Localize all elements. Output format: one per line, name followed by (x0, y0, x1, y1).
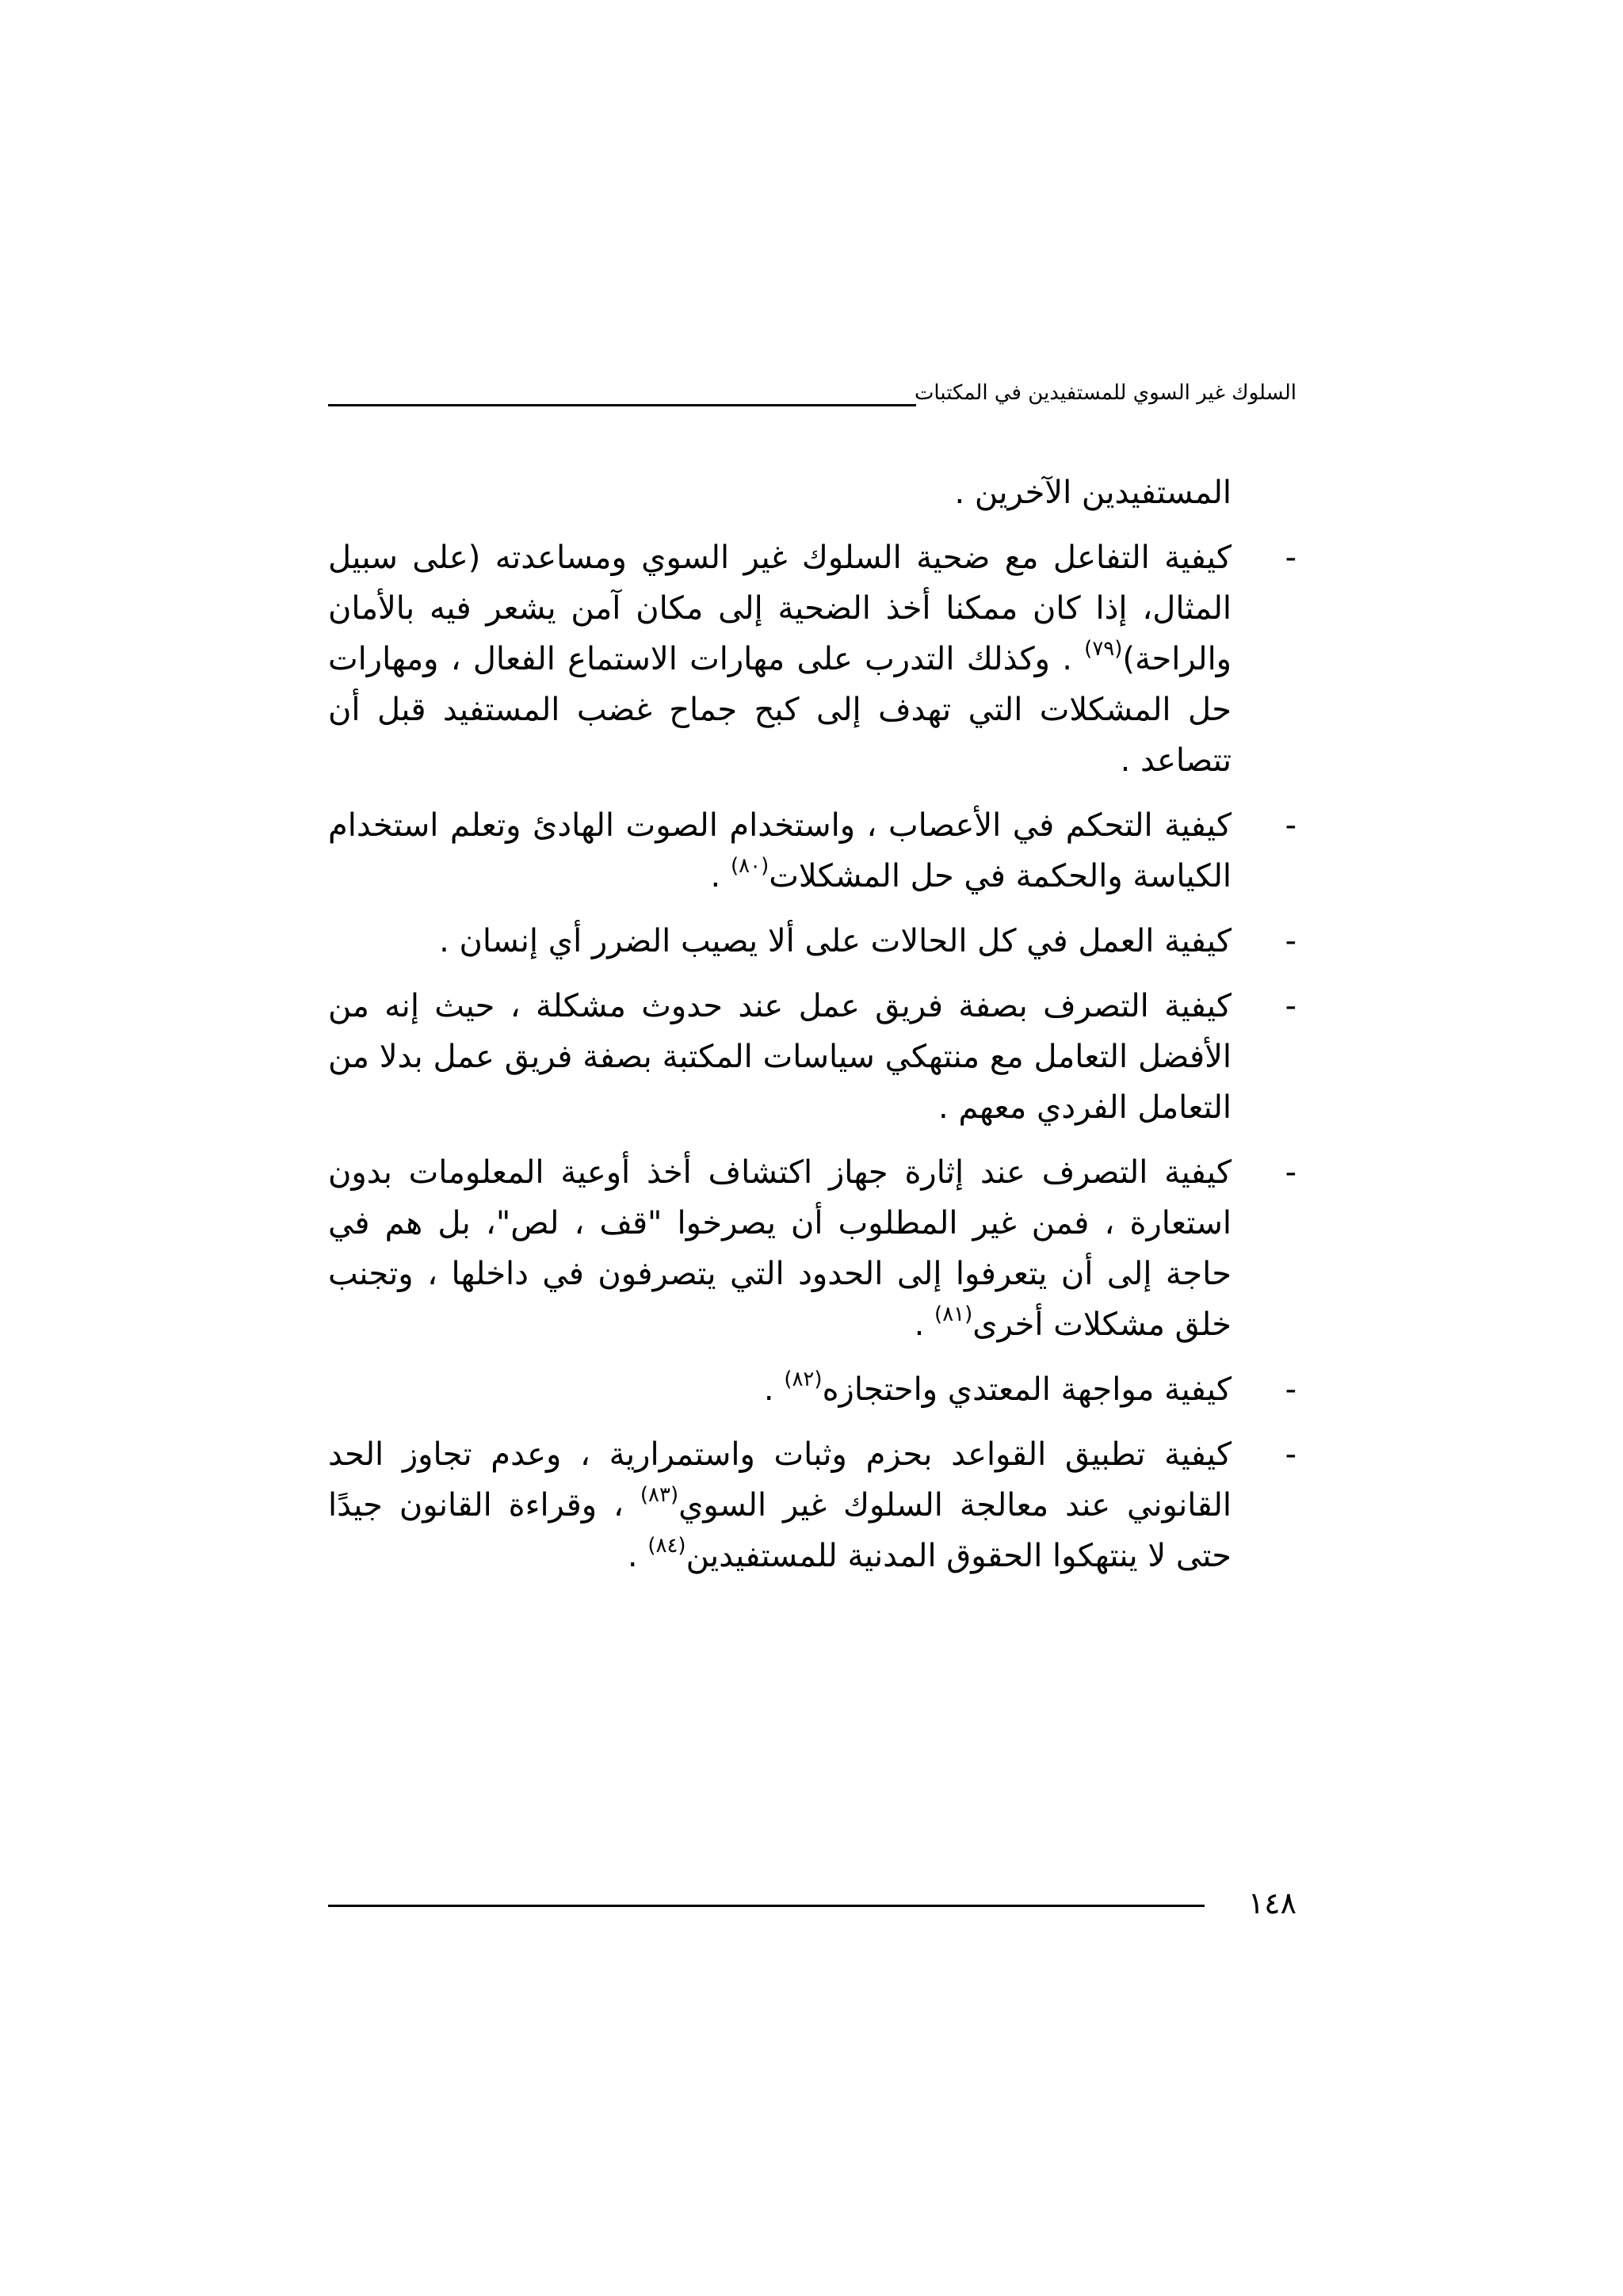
item-text-tail: . وكذلك التدرب على مهارات الاستماع الفعال ، ومهارات حل المشكلات التي تهدف إلى كبح جماح غضب المستفيد قبل أن تتصاعد . (328, 641, 1232, 779)
lead-paragraph: المستفيدين الآخرين . (954, 475, 1232, 511)
item-text-tail: . (627, 1538, 648, 1574)
bullet-mark: - (1285, 923, 1296, 959)
item-text: كيفية التصرف عند إثارة جهاز اكتشاف أخذ أوعية المعلومات بدون استعارة ، فمن غير المطلوب أن يصرخوا "قف ، لص"، بل هم في حاجة إلى أن يتعرفوا إلى الحدود التي يتصرفون في داخلها ، وتجنب خلق مشكلات أخرى (328, 1154, 1232, 1343)
footnote-ref: (٨٠) (730, 854, 769, 878)
list-item (328, 981, 1296, 1133)
footnote-ref: (٧٩) (1084, 637, 1123, 661)
item-text: كيفية التفاعل مع ضحية السلوك غير السوي ومساعدته (على سبيل المثال، إذا كان ممكنا أخذ الضحية إلى مكان آمن يشعر فيه بالأمان والراحة) (328, 540, 1232, 677)
item-text: كيفية مواجهة المعتدي واحتجازه (822, 1371, 1232, 1408)
footnote-ref: (٨٢) (784, 1367, 823, 1391)
bullet-mark: - (1285, 988, 1296, 1024)
footer-rule (328, 1905, 1205, 1907)
item-text: كيفية تطبيق القواعد بحزم وثبات واستمرارية ، وعدم تجاوز الحد القانوني عند معالجة السلوك غير السوي (328, 1436, 1232, 1524)
list-item (328, 1147, 1296, 1350)
item-text: كيفية التحكم في الأعصاب ، واستخدام الصوت الهادئ وتعلم استخدام الكياسة والحكمة في حل المشكلات (328, 807, 1232, 894)
bullet-mark: - (1285, 807, 1296, 844)
bullet-mark: - (1285, 1154, 1296, 1191)
header-title: السلوك غير السوي للمستفيدين في المكتبات (914, 381, 1296, 405)
item-text: كيفية العمل في كل الحالات على ألا يصيب الضرر أي إنسان . (439, 923, 1232, 959)
page-footer (328, 1886, 1296, 1933)
item-text-tail: . (914, 1306, 935, 1343)
bullet-mark: - (1285, 540, 1296, 576)
page-number: ١٤٨ (1247, 1886, 1296, 1920)
footnote-ref: (٨٣) (640, 1483, 679, 1507)
list-item (328, 1364, 1296, 1415)
running-header (328, 379, 1296, 418)
list-item (328, 800, 1296, 902)
item-text: كيفية التصرف بصفة فريق عمل عند حدوث مشكلة ، حيث إنه من الأفضل التعامل مع منتهكي سياسات المكتبة بصفة فريق عمل بدلا من التعامل الفردي معهم . (328, 988, 1232, 1126)
item-text-tail: . (763, 1371, 785, 1408)
header-rule (328, 404, 916, 406)
list-item (328, 532, 1296, 786)
bullet-mark: - (1285, 1371, 1296, 1408)
list-item (328, 1429, 1296, 1581)
bullet-mark: - (1285, 1436, 1296, 1473)
item-text-tail: ، وقراءة القانون جيدًا حتى لا ينتهكوا الحقوق المدنية للمستفيدين (328, 1487, 1232, 1574)
footnote-ref: (٨١) (934, 1302, 973, 1326)
footnote-ref: (٨٤) (647, 1534, 686, 1558)
list-item (328, 916, 1296, 967)
item-text-tail: . (710, 858, 731, 894)
body-text (328, 467, 1296, 1596)
